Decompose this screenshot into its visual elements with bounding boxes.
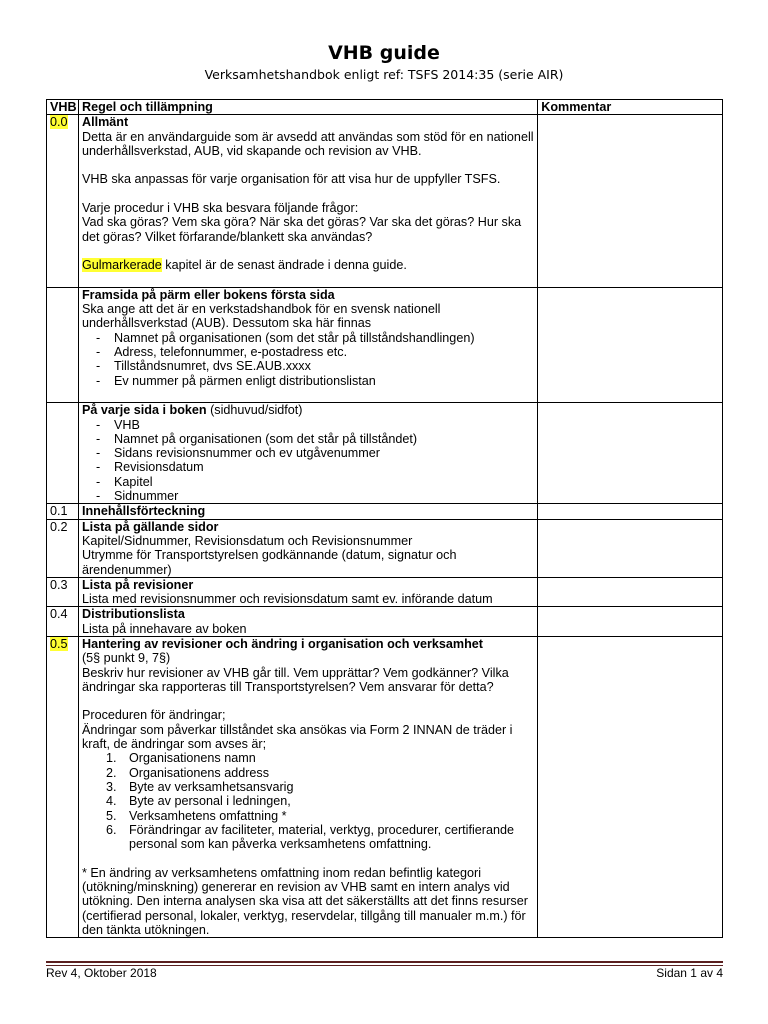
list-item: - Sidnummer bbox=[82, 489, 534, 503]
column-header-vhb: VHB bbox=[47, 100, 79, 115]
list-item: 6. Förändringar av faciliteter, material, verktyg, procedurer, certifierande personal som kan påverka verksamhetens omfattning. bbox=[105, 822, 514, 852]
dash-list bbox=[82, 418, 534, 504]
list-item: 4. Byte av personal i ledningen, bbox=[105, 794, 291, 809]
list-item: - Namnet på organisationen (som det står på tillståndet) bbox=[82, 432, 534, 446]
table-row bbox=[47, 287, 723, 402]
vhb-guide-table bbox=[46, 99, 723, 938]
comment-cell bbox=[538, 636, 723, 937]
comment-cell bbox=[538, 287, 723, 402]
table-row bbox=[47, 636, 723, 937]
heading-suffix: (sidhuvud/sidfot) bbox=[206, 403, 303, 418]
paragraph: Lista på innehavare av boken bbox=[81, 621, 247, 636]
rule-cell bbox=[78, 519, 537, 577]
table-row bbox=[47, 115, 723, 288]
list-item: - Namnet på organisationen (som det står på tillståndshandlingen) bbox=[82, 331, 534, 345]
table-row bbox=[47, 504, 723, 519]
list-item: - Adress, telefonnummer, e-postadress etc. bbox=[82, 345, 534, 359]
paragraph: Varje procedur i VHB ska besvara följande frågor: bbox=[81, 201, 359, 216]
document-subtitle: Verksamhetshandbok enligt ref: TSFS 2014:35 (serie AIR) bbox=[204, 67, 564, 82]
highlighted-text: Gulmarkerade bbox=[81, 258, 162, 273]
table-header-row bbox=[47, 100, 723, 115]
paragraph: Ändringar som påverkar tillståndet ska ansökas via Form 2 INNAN de träder i kraft, de ändringar som avses är; bbox=[81, 722, 513, 752]
vhb-cell: 0.4 bbox=[47, 607, 79, 637]
list-item: - Kapitel bbox=[82, 475, 534, 489]
list-item: - Tillståndsnumret, dvs SE.AUB.xxxx bbox=[82, 359, 534, 373]
rule-cell bbox=[78, 504, 537, 519]
list-item: - Ev nummer på pärmen enligt distributionslistan bbox=[82, 374, 534, 388]
comment-cell bbox=[538, 519, 723, 577]
rule-cell bbox=[78, 403, 537, 504]
section-heading: Allmänt bbox=[81, 115, 129, 130]
paragraph: Kapitel/Sidnummer, Revisionsdatum och Revisionsnummer bbox=[81, 533, 413, 548]
list-item: - VHB bbox=[82, 418, 534, 432]
section-heading: Hantering av revisioner och ändring i organisation och verksamhet bbox=[81, 636, 483, 651]
vhb-cell bbox=[47, 287, 79, 402]
section-number: 0.0 bbox=[50, 115, 68, 130]
vhb-cell bbox=[47, 403, 79, 504]
section-heading: På varje sida i boken bbox=[81, 403, 207, 418]
comment-cell bbox=[538, 504, 723, 519]
rule-cell bbox=[78, 636, 537, 937]
vhb-cell: 0.2 bbox=[47, 519, 79, 577]
paragraph: VHB ska anpassas för varje organisation för att visa hur de uppfyller TSFS. bbox=[81, 172, 501, 187]
paragraph: Utrymme för Transportstyrelsen godkännande (datum, signatur och ärendenummer) bbox=[81, 548, 457, 577]
rule-cell bbox=[78, 577, 537, 607]
section-heading: Lista på revisioner bbox=[81, 577, 194, 592]
vhb-cell: 0.3 bbox=[47, 577, 79, 607]
numbered-list bbox=[82, 751, 534, 851]
footnote-paragraph: * En ändring av verksamhetens omfattning inom redan befintlig kategori (utökning/minskning) genererar en revision av VHB samt en intern analys vid utökning. Den interna analysen ska visa att det säkerställts att det finns resurser (certifierad personal, lokaler, verktyg, reservdelar, tillgång till manualer m.m.) för den tänkta utökningen. bbox=[81, 865, 528, 937]
paragraph bbox=[82, 258, 534, 272]
footer-rule bbox=[46, 961, 723, 963]
comment-cell bbox=[538, 607, 723, 637]
table-row bbox=[47, 519, 723, 577]
section-heading-line bbox=[82, 403, 534, 417]
paragraph: Proceduren för ändringar; bbox=[81, 708, 226, 723]
column-header-comment: Kommentar bbox=[538, 100, 723, 115]
list-item: - Revisionsdatum bbox=[82, 460, 534, 474]
paragraph: Vad ska göras? Vem ska göra? När ska det göras? Var ska det göras? Hur ska det göras? Vilket förfarande/blankett ska användas? bbox=[81, 215, 522, 244]
paragraph: Lista med revisionsnummer och revisionsdatum samt ev. införande datum bbox=[81, 592, 493, 607]
column-header-rule: Regel och tillämpning bbox=[78, 100, 537, 115]
comment-cell bbox=[538, 403, 723, 504]
paragraph: Detta är en användarguide som är avsedd att användas som stöd för en nationell underhållsverkstad, AUB, vid skapande och revision av VHB. bbox=[81, 129, 534, 158]
text: kapitel är de senast ändrade i denna guide. bbox=[161, 258, 407, 273]
footer-page-number: Sidan 1 av 4 bbox=[656, 966, 723, 980]
vhb-cell: 0.1 bbox=[47, 504, 79, 519]
rule-cell bbox=[78, 115, 537, 288]
comment-cell bbox=[538, 115, 723, 288]
table-row bbox=[47, 403, 723, 504]
dash-list bbox=[82, 331, 534, 388]
paragraph: Ska ange att det är en verkstadshandbok för en svensk nationell underhållsverkstad (AUB). Dessutom ska här finnas bbox=[81, 302, 441, 331]
list-item: - Sidans revisionsnummer och ev utgåvenummer bbox=[82, 446, 534, 460]
section-heading: Distributionslista bbox=[81, 607, 185, 622]
section-heading: Framsida på pärm eller bokens första sida bbox=[81, 287, 335, 302]
comment-cell bbox=[538, 577, 723, 607]
footer-revision: Rev 4, Oktober 2018 bbox=[46, 966, 157, 980]
section-heading: Lista på gällande sidor bbox=[81, 519, 219, 534]
reference: (5§ punkt 9, 7§) bbox=[81, 651, 171, 666]
list-item: 2. Organisationens address bbox=[105, 765, 269, 780]
vhb-cell bbox=[47, 115, 79, 288]
rule-cell bbox=[78, 287, 537, 402]
list-item: 1. Organisationens namn bbox=[105, 751, 256, 766]
list-item: 5. Verksamhetens omfattning * bbox=[105, 808, 287, 823]
table-row bbox=[47, 577, 723, 607]
list-item: 3. Byte av verksamhetsansvarig bbox=[105, 779, 294, 794]
rule-cell bbox=[78, 607, 537, 637]
paragraph: Beskriv hur revisioner av VHB går till. Vem upprättar? Vem godkänner? Vilka ändringar ska rapporteras till Transportstyrelsen? Vem ansvarar för detta? bbox=[81, 665, 509, 694]
document-title: VHB guide bbox=[328, 42, 440, 64]
table-row bbox=[47, 607, 723, 637]
section-heading: Innehållsförteckning bbox=[81, 504, 206, 519]
section-number: 0.5 bbox=[50, 636, 68, 651]
vhb-cell bbox=[47, 636, 79, 937]
